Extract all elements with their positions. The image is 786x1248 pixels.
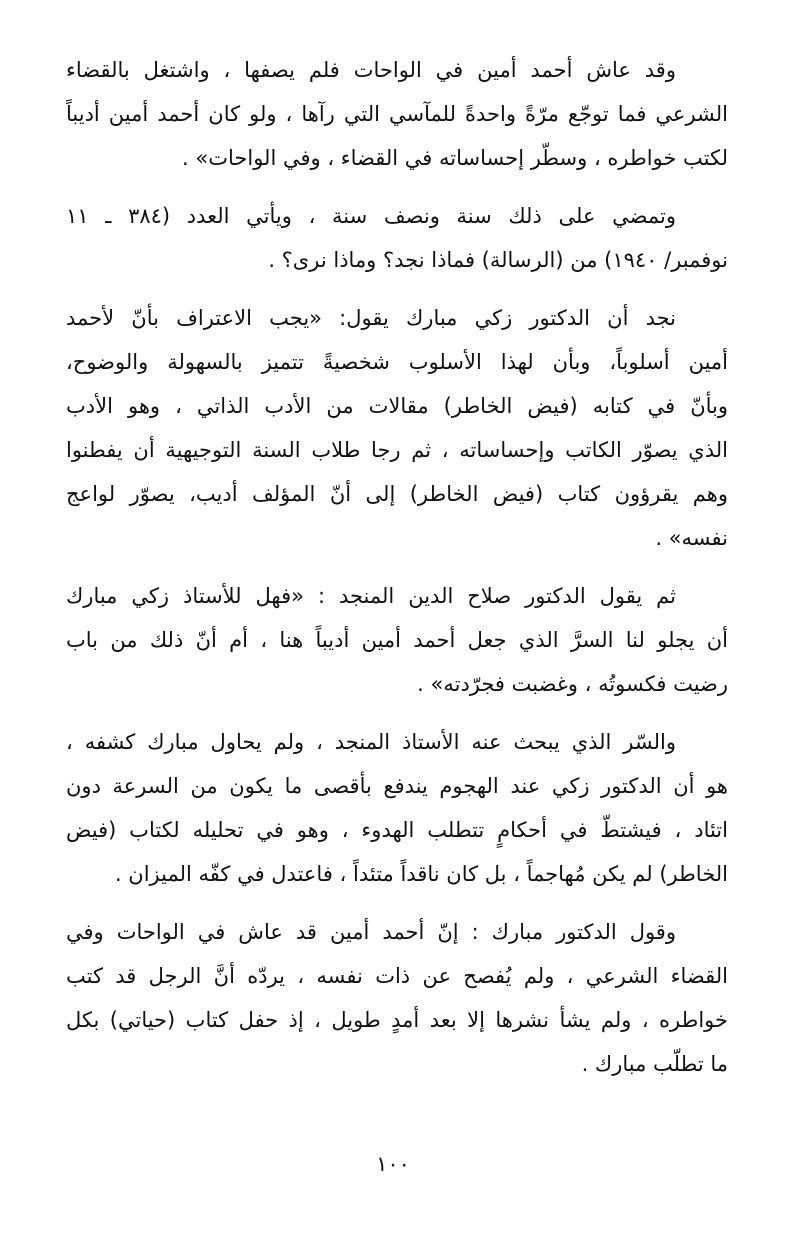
text-line: أن يجلو لنا السرَّ الذي جعل أحمد أمين أديباً هنا ، أم أنّ ذلك من باب xyxy=(66,628,728,652)
paragraph-6 xyxy=(66,910,728,1086)
text-line: نجد أن الدكتور زكي مبارك يقول: «يجب الاعتراف بأنّ لأحمد xyxy=(66,306,676,330)
text-line: القضاء الشرعي ، ولم يُفصح عن ذات نفسه ، يردّه أنَّ الرجل قد كتب xyxy=(66,964,728,988)
text-line: رضيت فكسوتُه ، وغضبت فجرّدته» . xyxy=(417,672,728,696)
text-line: الخاطر) لم يكن مُهاجماً ، بل كان ناقداً متئداً ، فاعتدل في كفّه الميزان . xyxy=(114,862,728,886)
text-line: والسّر الذي يبحث عنه الأستاذ المنجد ، ولم يحاول مبارك كشفه ، xyxy=(66,730,676,754)
paragraph-3 xyxy=(66,296,728,560)
text-line: وقول الدكتور مبارك : إنّ أحمد أمين قد عاش في الواحات وفي xyxy=(66,920,676,944)
text-line: اتئاد ، فيشتطّ في أحكامٍ تتطلب الهدوء ، وهو في تحليله لكتاب (فيض xyxy=(66,818,728,842)
paragraph-1 xyxy=(66,48,728,180)
text-line: خواطره ، ولم يشأ نشرها إلا بعد أمدٍ طويل ، إذ حفل كتاب (حياتي) بكل xyxy=(66,1008,728,1032)
text-line: هو أن الدكتور زكي عند الهجوم يندفع بأقصى ما يكون من السرعة دون xyxy=(66,774,728,798)
page-number: ١٠٠ xyxy=(376,1152,410,1176)
text-line: الشرعي فما توجّع مرّةً واحدةً للمآسي التي رآها ، ولو كان أحمد أمين أديباً xyxy=(66,102,728,126)
text-line: ما تطلّب مبارك . xyxy=(581,1052,728,1076)
text-line: لكتب خواطره ، وسطّر إحساساته في القضاء ، وفي الواحات» . xyxy=(182,146,728,170)
text-line: الذي يصوّر الكاتب وإحساساته ، ثم رجا طلاب السنة التوجيهية أن يفطنوا xyxy=(66,438,728,462)
text-line: نوفمبر/ ١٩٤٠) من (الرسالة) فماذا نجد؟ وماذا نرى؟ . xyxy=(268,248,728,272)
text-line: وهم يقرؤون كتاب (فيض الخاطر) إلى أنّ المؤلف أديب، يصوّر لواعج xyxy=(66,482,728,506)
paragraph-5 xyxy=(66,720,728,896)
text-line: وبأنّ في كتابه (فيض الخاطر) مقالات من الأدب الذاتي ، وهو الأدب xyxy=(66,394,728,418)
text-line: نفسه» . xyxy=(655,526,728,550)
page-body xyxy=(66,48,728,1100)
text-line: ثم يقول الدكتور صلاح الدين المنجد : «فهل للأستاذ زكي مبارك xyxy=(66,584,676,608)
text-line: وقد عاش أحمد أمين في الواحات فلم يصفها ، واشتغل بالقضاء xyxy=(66,58,676,82)
paragraph-2 xyxy=(66,194,728,282)
text-line: وتمضي على ذلك سنة ونصف سنة ، ويأتي العدد (٣٨٤ ـ ١١ xyxy=(66,204,676,228)
text-line: أمين أسلوباً، وبأن لهذا الأسلوب شخصيةً تتميز بالسهولة والوضوح، xyxy=(66,350,728,374)
paragraph-4 xyxy=(66,574,728,706)
